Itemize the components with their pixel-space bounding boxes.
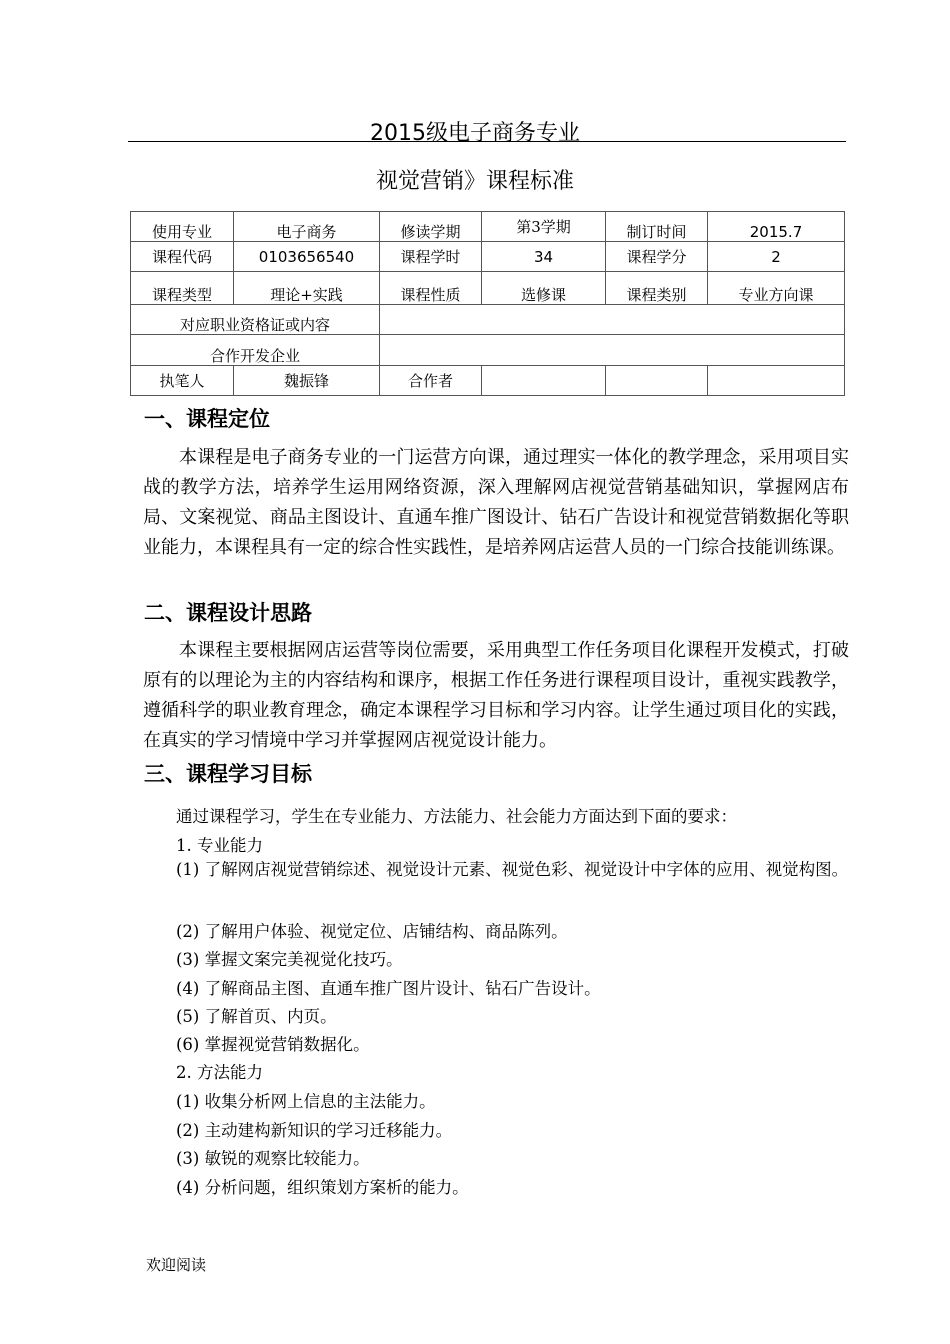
table-cell: 课程学分: [606, 242, 708, 272]
table-row: [131, 242, 845, 272]
paragraph: 通过课程学习，学生在专业能力、方法能力、社会能力方面达到下面的要求：: [176, 807, 737, 826]
table-cell: 选修课: [482, 272, 606, 305]
table-cell: 执笔人: [131, 366, 234, 396]
subheading: 1. 专业能力: [176, 836, 263, 855]
subheading: 2. 方法能力: [176, 1063, 263, 1082]
table-cell: 专业方向课: [708, 272, 845, 305]
list-item: (2) 了解用户体验、视觉定位、店铺结构、商品陈列。: [176, 922, 568, 941]
list-item: (5) 了解首页、内页。: [176, 1007, 337, 1026]
table-cell: 制订时间: [606, 212, 708, 242]
list-item: (4) 了解商品主图、直通车推广图片设计、钻石广告设计。: [176, 979, 601, 998]
table-row: [131, 335, 845, 366]
table-cell: [482, 366, 606, 396]
document-header-title: 2015级电子商务专业: [370, 121, 580, 146]
list-item: (3) 敏锐的观察比较能力。: [176, 1149, 370, 1168]
table-row: [131, 366, 845, 396]
course-info-table: [130, 211, 845, 396]
document-title: 视觉营销》课程标准: [375, 169, 574, 194]
table-cell: 2: [708, 242, 845, 272]
table-row: [131, 272, 845, 305]
section-heading: 二、课程设计思路: [144, 601, 312, 625]
table-cell: 2015.7: [708, 212, 845, 242]
table-cell: 使用专业: [131, 212, 234, 242]
list-item: (1) 了解网店视觉营销综述、视觉设计元素、视觉色彩、视觉设计中字体的应用、视觉构图。: [176, 860, 849, 879]
table-cell: [606, 366, 708, 396]
table-cell: 课程代码: [131, 242, 234, 272]
section-heading: 三、课程学习目标: [144, 762, 312, 786]
table-cell: [708, 366, 845, 396]
table-row: [131, 305, 845, 335]
list-item: (2) 主动建构新知识的学习迁移能力。: [176, 1121, 453, 1140]
table-cell: [380, 335, 845, 366]
table-cell: 理论+实践: [234, 272, 380, 305]
table-cell: 第3学期: [482, 212, 606, 242]
paragraph: 本课程主要根据网店运营等岗位需要，采用典型工作任务项目化课程开发模式，打破原有的以理论为主的内容结构和课序，根据工作任务进行课程项目设计，重视实践教学，遵循科学的职业教育理念，确定本课程学习目标和学习内容。让学生通过项目化的实践，在真实的学习情境中学习并掌握网店视觉设计能力。: [143, 640, 849, 751]
table-row: [131, 212, 845, 242]
table-cell: 对应职业资格证或内容: [131, 305, 380, 335]
paragraph: 本课程是电子商务专业的一门运营方向课，通过理实一体化的教学理念，采用项目实战的教学方法，培养学生运用网络资源，深入理解网店视觉营销基础知识，掌握网店布局、文案视觉、商品主图设计、直通车推广图设计、钻石广告设计和视觉营销数据化等职业能力，本课程具有一定的综合性实践性，是培养网店运营人员的一门综合技能训练课。: [143, 447, 849, 558]
list-item: (4) 分析问题，组织策划方案析的能力。: [176, 1178, 469, 1197]
section-heading: 一、课程定位: [144, 407, 270, 431]
table-cell: 课程学时: [380, 242, 482, 272]
table-cell: 修读学期: [380, 212, 482, 242]
list-item: (6) 掌握视觉营销数据化。: [176, 1035, 370, 1054]
table-cell: 魏振锋: [234, 366, 380, 396]
table-cell: 课程类型: [131, 272, 234, 305]
table-cell: 课程类别: [606, 272, 708, 305]
table-cell: [380, 305, 845, 335]
header-rule: [128, 141, 846, 142]
table-cell: 合作开发企业: [131, 335, 380, 366]
table-cell: 合作者: [380, 366, 482, 396]
table-cell: 34: [482, 242, 606, 272]
table-cell: 电子商务: [234, 212, 380, 242]
footer-text: 欢迎阅读: [146, 1256, 207, 1274]
list-item: (1) 收集分析网上信息的主法能力。: [176, 1092, 436, 1111]
table-cell: 0103656540: [234, 242, 380, 272]
list-item: (3) 掌握文案完美视觉化技巧。: [176, 950, 403, 969]
table-cell: 课程性质: [380, 272, 482, 305]
